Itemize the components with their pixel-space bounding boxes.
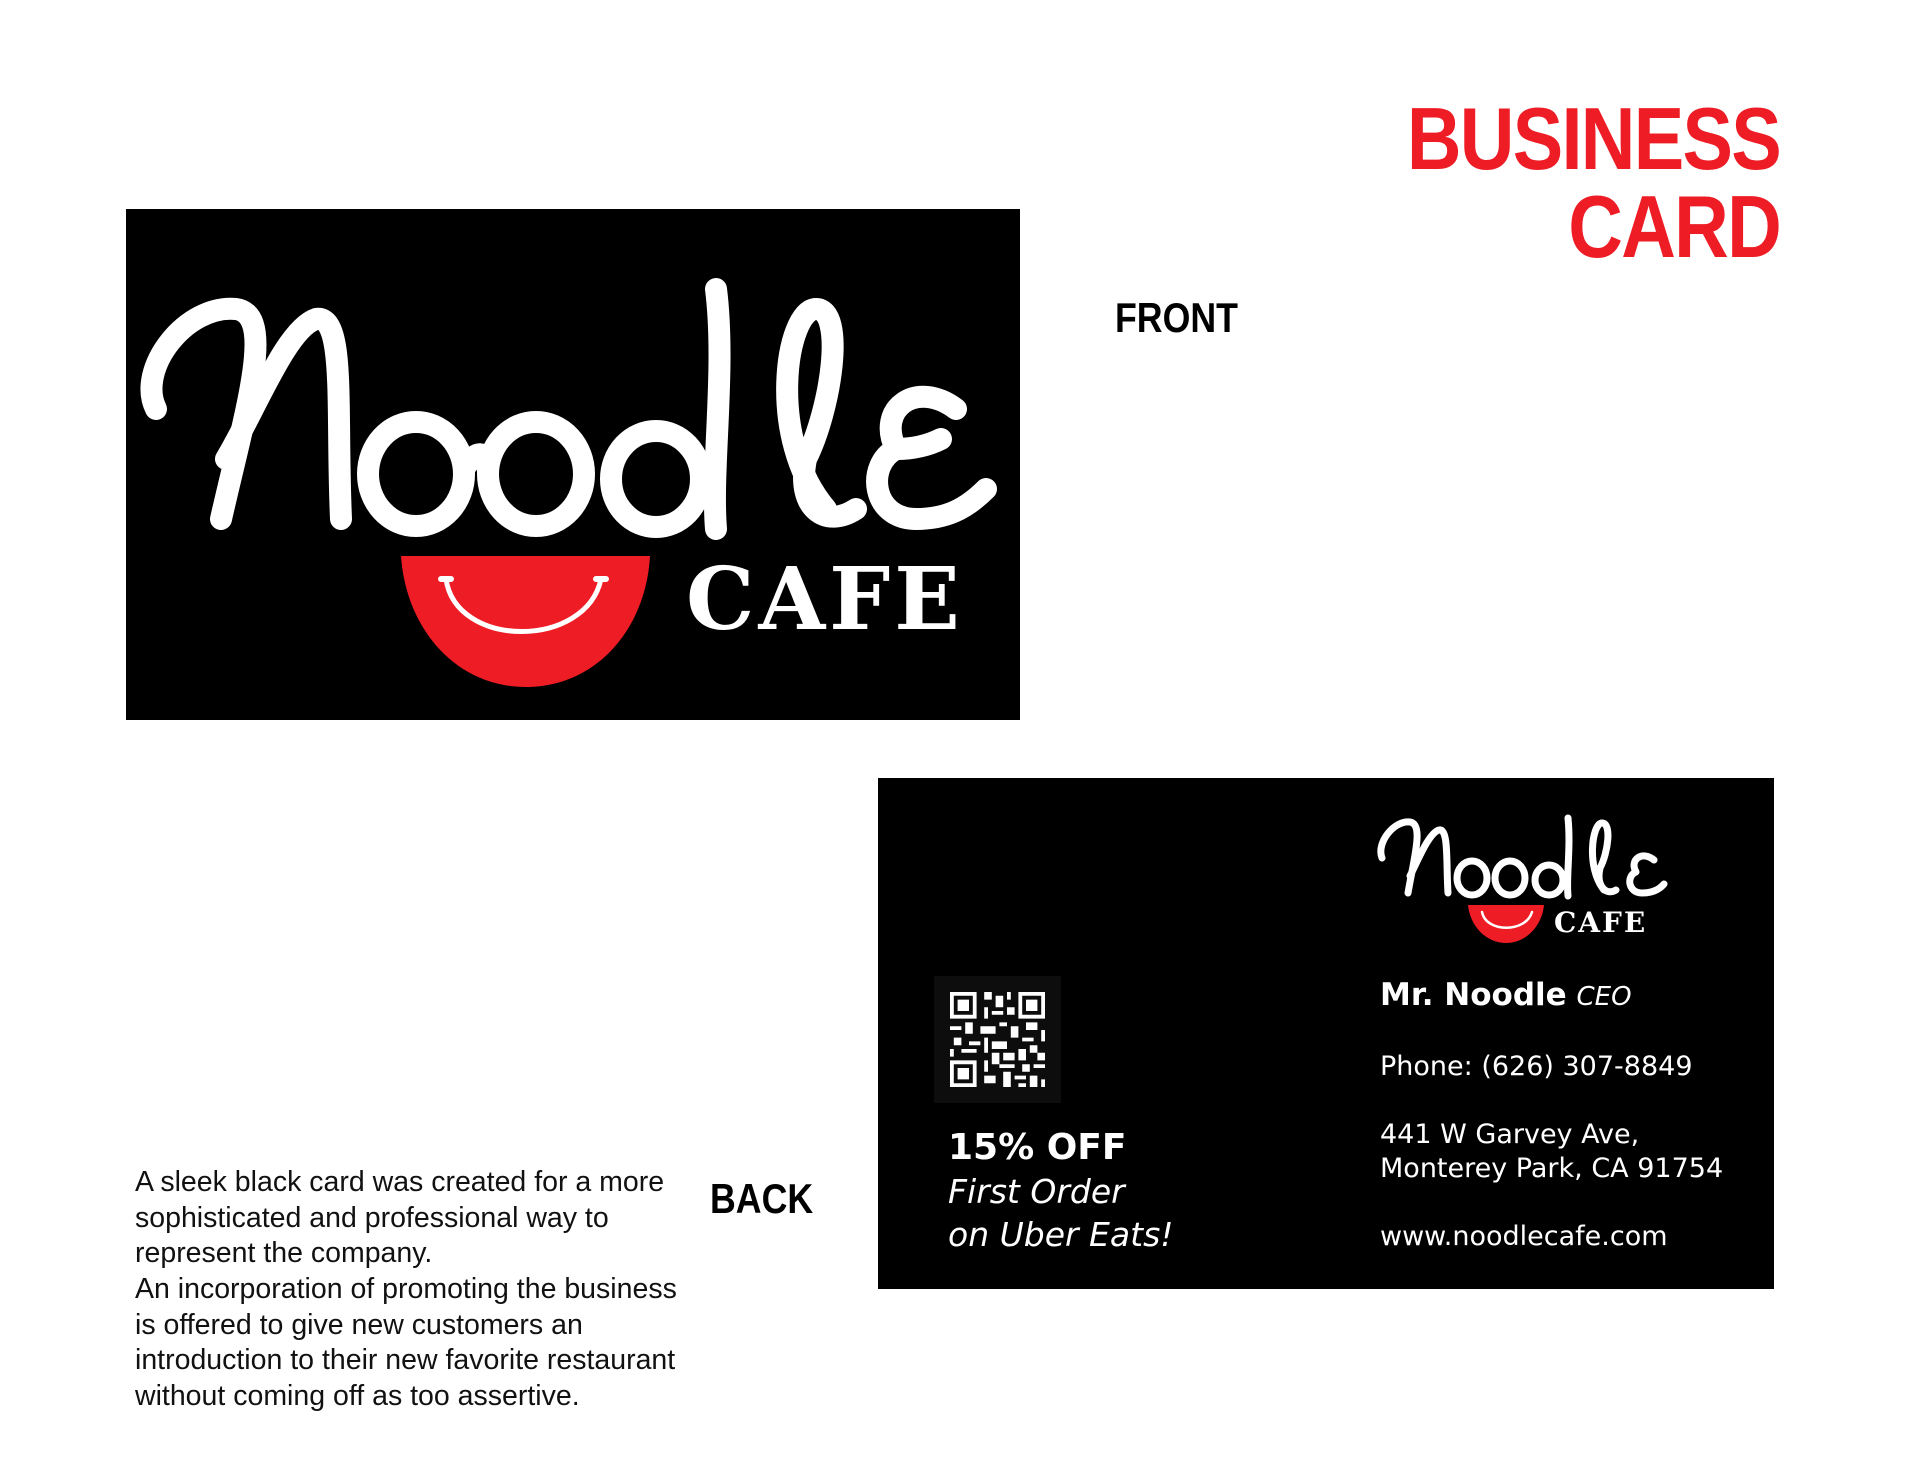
person-name: Mr. Noodle	[1380, 977, 1567, 1013]
page-title: BUSINESS CARD	[1406, 89, 1780, 276]
website-link[interactable]: www.noodlecafe.com	[1380, 1221, 1668, 1252]
svg-text:CAFE: CAFE	[1554, 906, 1648, 939]
address-line-2: Monterey Park, CA 91754	[1380, 1153, 1724, 1184]
design-description	[135, 1165, 695, 1414]
contact-person	[1380, 976, 1632, 1015]
person-title: CEO	[1576, 982, 1632, 1012]
description-paragraph-2: An incorporation of promoting the business is offered to give new customers an introduction to their new favorite restaurant without coming off as too assertive.	[135, 1272, 677, 1412]
address-line-1: 441 W Garvey Ave,	[1380, 1119, 1640, 1150]
noodle-cafe-logo	[126, 209, 1020, 720]
business-card-back	[878, 778, 1774, 1289]
promo-line-1: First Order	[948, 1172, 1125, 1211]
qr-code-icon[interactable]	[950, 992, 1045, 1087]
promo-headline: 15% OFF	[948, 1127, 1127, 1168]
front-label: FRONT	[1115, 294, 1238, 341]
noodle-cafe-small-logo	[1374, 808, 1704, 958]
promo-line-2: on Uber Eats!	[948, 1215, 1174, 1254]
phone-number[interactable]: Phone: (626) 307-8849	[1380, 1051, 1693, 1082]
description-paragraph-1: A sleek black card was created for a more sophisticated and professional way to represent the company.	[135, 1166, 665, 1270]
smile-bowl-icon	[401, 556, 650, 687]
back-label: BACK	[710, 1175, 814, 1222]
logo-cafe-text: CAFE	[686, 549, 964, 650]
business-card-front	[126, 209, 1020, 720]
